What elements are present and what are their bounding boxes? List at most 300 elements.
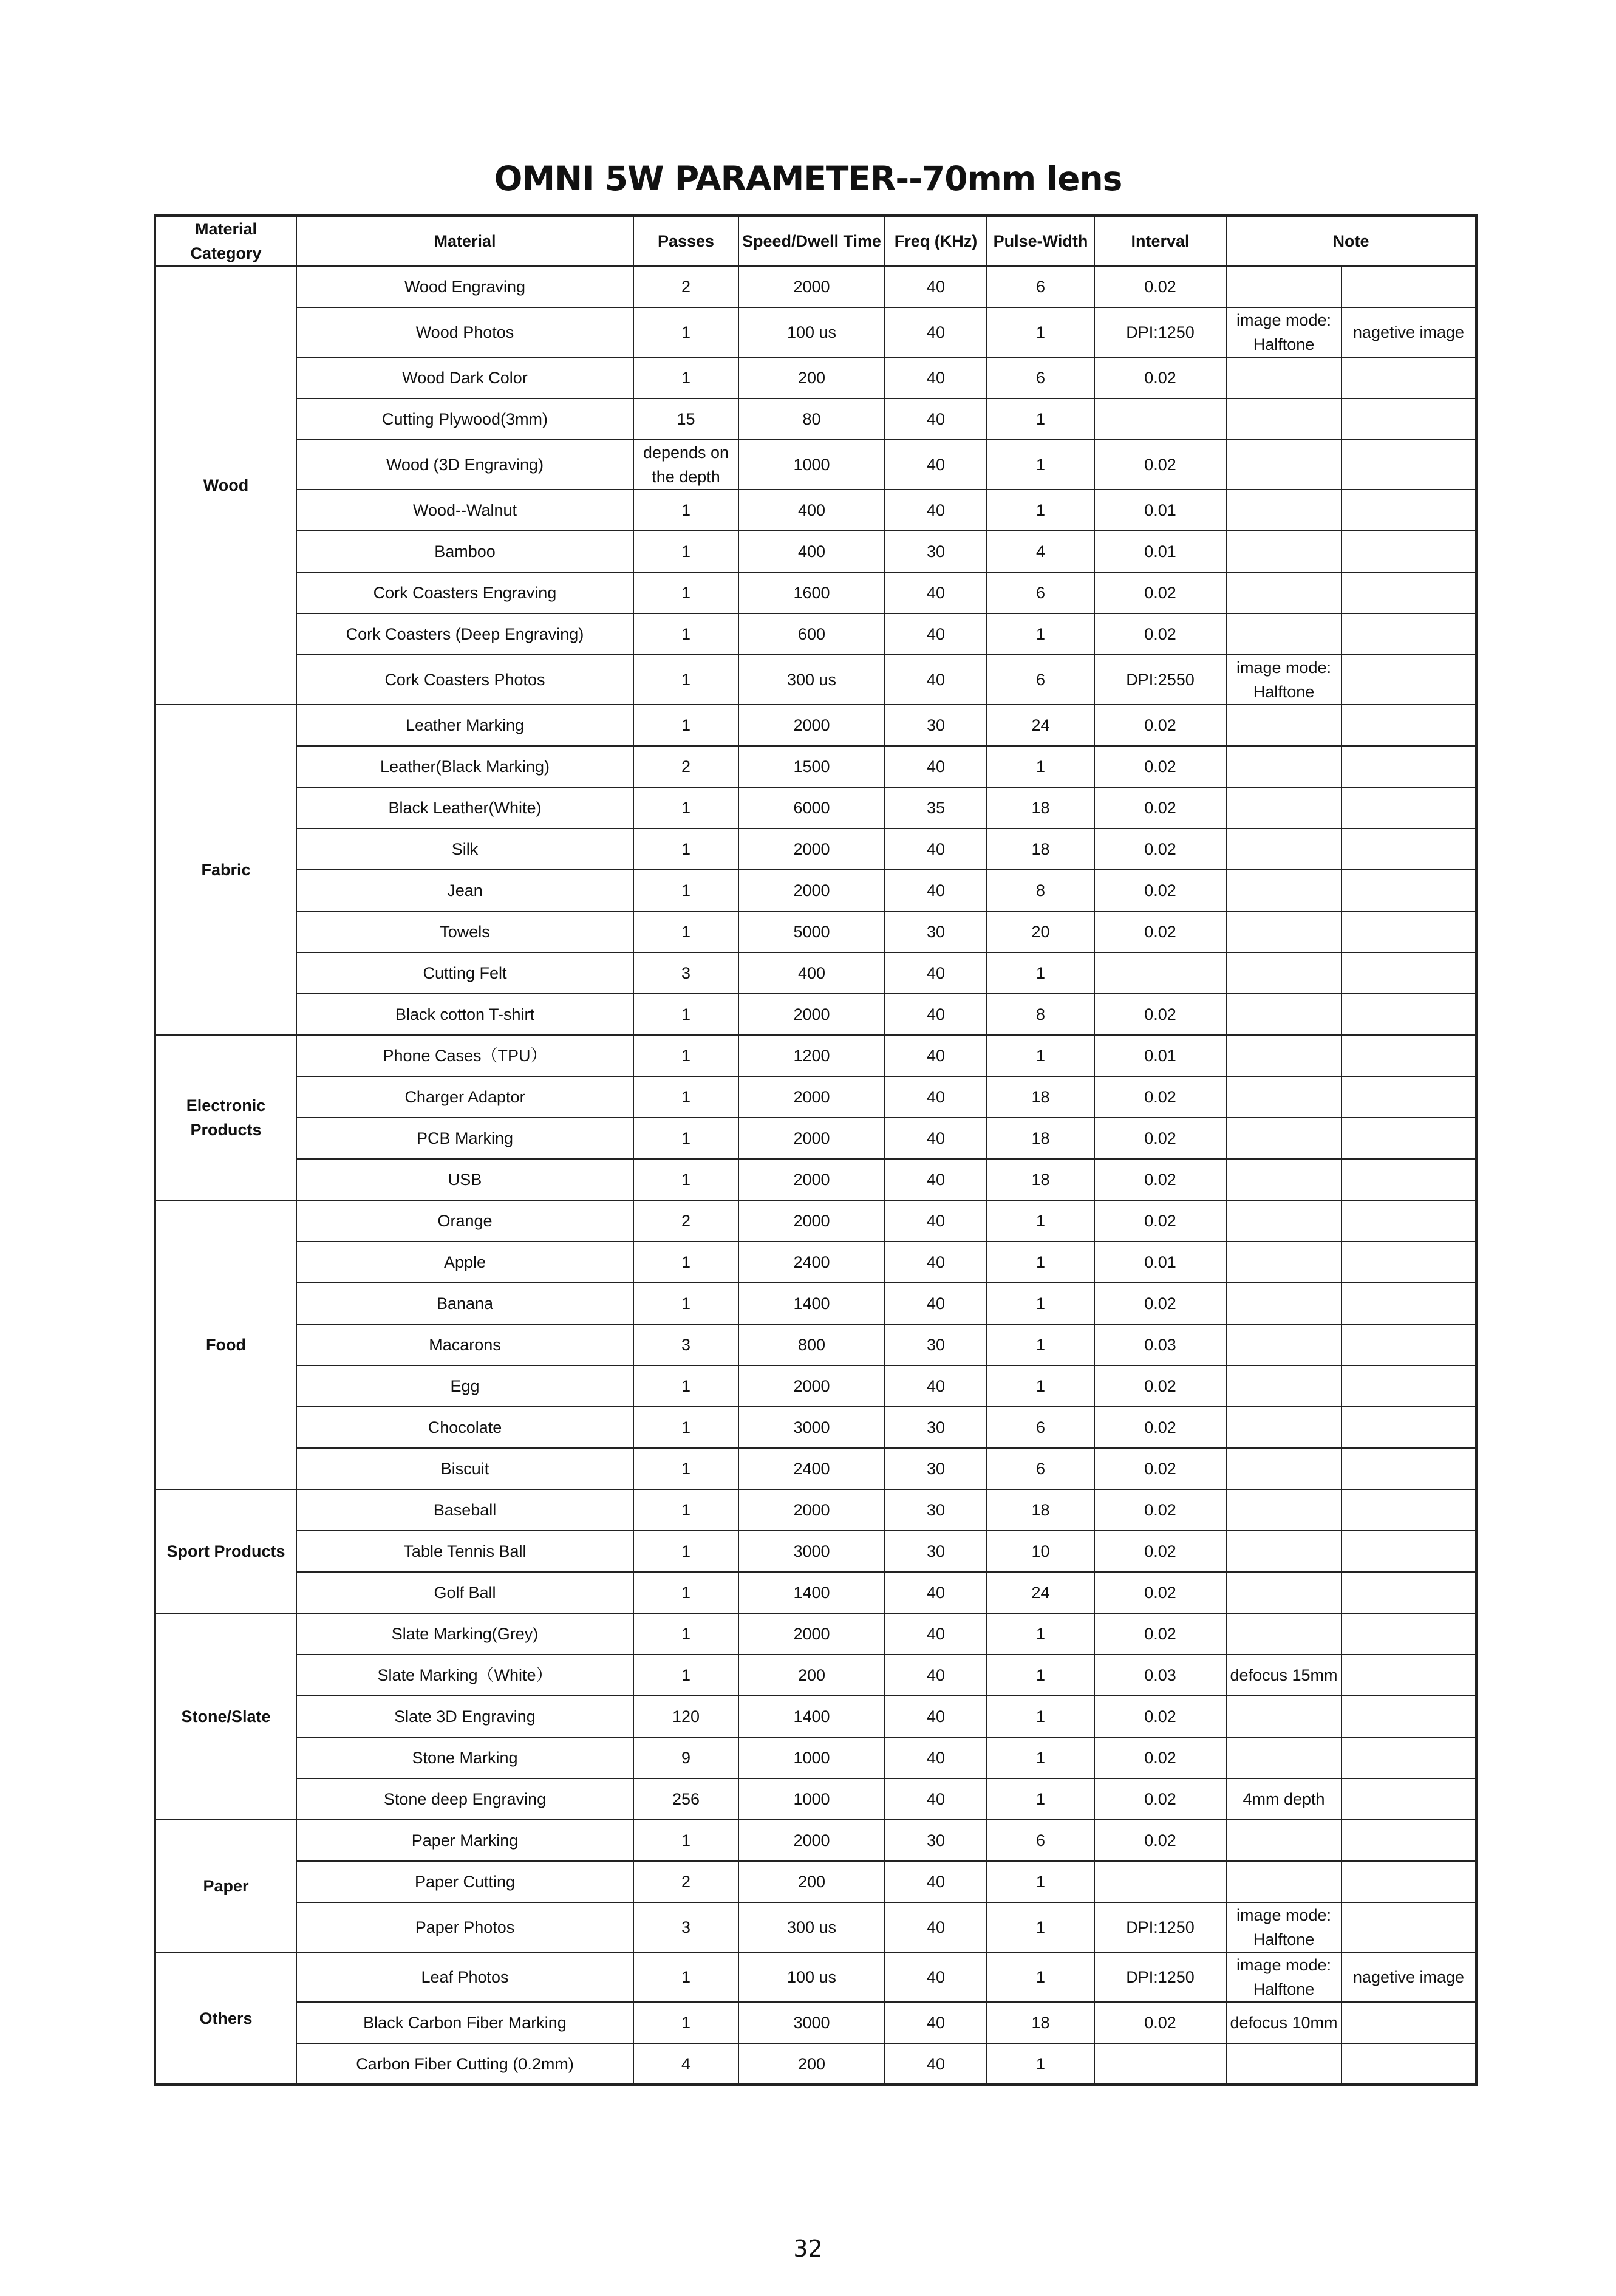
material-cell: Jean — [296, 870, 633, 911]
note-cell — [1226, 1200, 1342, 1242]
speed-cell: 400 — [738, 531, 885, 572]
pulse-width-cell: 6 — [987, 1407, 1094, 1448]
freq-cell: 30 — [885, 1820, 987, 1861]
passes-cell: 2 — [633, 1200, 738, 1242]
note-cell — [1226, 1448, 1342, 1489]
interval-cell: 0.01 — [1094, 1035, 1226, 1076]
note-cell — [1226, 994, 1342, 1035]
note-extra-cell — [1342, 440, 1476, 490]
table-row — [155, 1365, 1476, 1407]
table-row — [155, 1407, 1476, 1448]
note-cell — [1226, 911, 1342, 952]
pulse-width-cell: 24 — [987, 705, 1094, 746]
category-cell: Fabric — [155, 705, 296, 1035]
freq-cell: 30 — [885, 1489, 987, 1531]
speed-cell: 100 us — [738, 1952, 885, 2002]
table-row — [155, 1737, 1476, 1778]
interval-cell: 0.02 — [1094, 613, 1226, 655]
material-cell: Paper Cutting — [296, 1861, 633, 1902]
speed-cell: 1600 — [738, 572, 885, 613]
pulse-width-cell: 1 — [987, 1778, 1094, 1820]
pulse-width-cell: 1 — [987, 1737, 1094, 1778]
pulse-width-cell: 10 — [987, 1531, 1094, 1572]
table-row — [155, 2002, 1476, 2043]
freq-cell: 40 — [885, 440, 987, 490]
category-cell: Sport Products — [155, 1489, 296, 1613]
interval-cell: 0.02 — [1094, 572, 1226, 613]
table-row — [155, 1820, 1476, 1861]
material-cell: Leaf Photos — [296, 1952, 633, 2002]
interval-cell — [1094, 1861, 1226, 1902]
note-extra-cell — [1342, 1200, 1476, 1242]
passes-cell: 2 — [633, 266, 738, 307]
speed-cell: 1000 — [738, 1737, 885, 1778]
note-extra-cell: nagetive image — [1342, 307, 1476, 357]
passes-cell: 1 — [633, 870, 738, 911]
header-pulse-width: Pulse-Width — [987, 216, 1094, 266]
interval-cell: 0.02 — [1094, 1531, 1226, 1572]
passes-cell: 1 — [633, 1076, 738, 1118]
pulse-width-cell: 4 — [987, 531, 1094, 572]
interval-cell: 0.02 — [1094, 2002, 1226, 2043]
table-row — [155, 531, 1476, 572]
speed-cell: 2000 — [738, 829, 885, 870]
passes-cell: 1 — [633, 1242, 738, 1283]
interval-cell: DPI:1250 — [1094, 307, 1226, 357]
note-cell — [1226, 531, 1342, 572]
interval-cell: 0.02 — [1094, 911, 1226, 952]
pulse-width-cell: 18 — [987, 1489, 1094, 1531]
speed-cell: 3000 — [738, 1407, 885, 1448]
speed-cell: 600 — [738, 613, 885, 655]
material-cell: Biscuit — [296, 1448, 633, 1489]
note-extra-cell — [1342, 705, 1476, 746]
table-row — [155, 357, 1476, 398]
passes-cell: 1 — [633, 2002, 738, 2043]
note-cell — [1226, 1035, 1342, 1076]
material-cell: Cork Coasters Photos — [296, 655, 633, 705]
speed-cell: 400 — [738, 490, 885, 531]
note-cell — [1226, 2043, 1342, 2085]
material-cell: Leather Marking — [296, 705, 633, 746]
note-extra-cell — [1342, 1861, 1476, 1902]
speed-cell: 6000 — [738, 787, 885, 829]
note-cell: image mode: Halftone — [1226, 1952, 1342, 2002]
freq-cell: 40 — [885, 1572, 987, 1613]
freq-cell: 40 — [885, 1613, 987, 1655]
pulse-width-cell: 1 — [987, 1324, 1094, 1365]
speed-cell: 2000 — [738, 1159, 885, 1200]
pulse-width-cell: 6 — [987, 1448, 1094, 1489]
table-row — [155, 655, 1476, 705]
material-cell: Slate Marking（White） — [296, 1655, 633, 1696]
note-cell — [1226, 398, 1342, 440]
material-cell: Towels — [296, 911, 633, 952]
note-extra-cell — [1342, 572, 1476, 613]
note-extra-cell — [1342, 2002, 1476, 2043]
freq-cell: 40 — [885, 490, 987, 531]
passes-cell: 9 — [633, 1737, 738, 1778]
passes-cell: 1 — [633, 1448, 738, 1489]
freq-cell: 40 — [885, 1655, 987, 1696]
interval-cell: 0.02 — [1094, 440, 1226, 490]
interval-cell: 0.02 — [1094, 1448, 1226, 1489]
interval-cell: 0.02 — [1094, 1365, 1226, 1407]
note-cell: 4mm depth — [1226, 1778, 1342, 1820]
pulse-width-cell: 8 — [987, 870, 1094, 911]
table-row — [155, 1489, 1476, 1531]
pulse-width-cell: 8 — [987, 994, 1094, 1035]
table-row — [155, 490, 1476, 531]
speed-cell: 1400 — [738, 1283, 885, 1324]
freq-cell: 40 — [885, 2043, 987, 2085]
speed-cell: 1400 — [738, 1696, 885, 1737]
interval-cell: 0.01 — [1094, 1242, 1226, 1283]
freq-cell: 40 — [885, 655, 987, 705]
freq-cell: 40 — [885, 613, 987, 655]
interval-cell: 0.02 — [1094, 1159, 1226, 1200]
passes-cell: 1 — [633, 1159, 738, 1200]
table-row — [155, 307, 1476, 357]
interval-cell: 0.01 — [1094, 531, 1226, 572]
material-cell: Bamboo — [296, 531, 633, 572]
note-extra-cell — [1342, 1778, 1476, 1820]
table-row — [155, 572, 1476, 613]
interval-cell: 0.02 — [1094, 1820, 1226, 1861]
header-row — [155, 216, 1476, 266]
note-extra-cell — [1342, 746, 1476, 787]
note-extra-cell — [1342, 1159, 1476, 1200]
freq-cell: 40 — [885, 1737, 987, 1778]
interval-cell: 0.02 — [1094, 787, 1226, 829]
interval-cell: 0.02 — [1094, 705, 1226, 746]
freq-cell: 40 — [885, 1283, 987, 1324]
pulse-width-cell: 1 — [987, 307, 1094, 357]
pulse-width-cell: 18 — [987, 2002, 1094, 2043]
table-row — [155, 266, 1476, 307]
page-number: 32 — [793, 2235, 823, 2262]
freq-cell: 30 — [885, 911, 987, 952]
speed-cell: 200 — [738, 1655, 885, 1696]
table-row — [155, 952, 1476, 994]
interval-cell: 0.02 — [1094, 1696, 1226, 1737]
material-cell: Wood Engraving — [296, 266, 633, 307]
note-cell — [1226, 1283, 1342, 1324]
table-row — [155, 1118, 1476, 1159]
interval-cell: 0.02 — [1094, 1778, 1226, 1820]
header-speed: Speed/Dwell Time — [738, 216, 885, 266]
note-cell — [1226, 1076, 1342, 1118]
table-row — [155, 1035, 1476, 1076]
page-title: OMNI 5W PARAMETER--70mm lens — [494, 159, 1122, 198]
freq-cell: 40 — [885, 572, 987, 613]
speed-cell: 2000 — [738, 1118, 885, 1159]
speed-cell: 2000 — [738, 1489, 885, 1531]
interval-cell: 0.02 — [1094, 870, 1226, 911]
passes-cell: 1 — [633, 994, 738, 1035]
material-cell: Golf Ball — [296, 1572, 633, 1613]
pulse-width-cell: 1 — [987, 2043, 1094, 2085]
pulse-width-cell: 18 — [987, 1159, 1094, 1200]
pulse-width-cell: 1 — [987, 1861, 1094, 1902]
note-cell — [1226, 1572, 1342, 1613]
material-cell: Macarons — [296, 1324, 633, 1365]
speed-cell: 1000 — [738, 440, 885, 490]
passes-cell: 1 — [633, 357, 738, 398]
pulse-width-cell: 1 — [987, 1242, 1094, 1283]
pulse-width-cell: 6 — [987, 266, 1094, 307]
interval-cell: 0.02 — [1094, 1572, 1226, 1613]
material-cell: Leather(Black Marking) — [296, 746, 633, 787]
table-row — [155, 746, 1476, 787]
note-extra-cell — [1342, 1531, 1476, 1572]
speed-cell: 2400 — [738, 1242, 885, 1283]
note-cell — [1226, 1696, 1342, 1737]
note-extra-cell — [1342, 1076, 1476, 1118]
material-cell: Cutting Felt — [296, 952, 633, 994]
freq-cell: 30 — [885, 1448, 987, 1489]
passes-cell: 1 — [633, 829, 738, 870]
note-extra-cell — [1342, 1820, 1476, 1861]
note-cell: image mode: Halftone — [1226, 655, 1342, 705]
note-extra-cell — [1342, 1489, 1476, 1531]
freq-cell: 40 — [885, 829, 987, 870]
freq-cell: 30 — [885, 705, 987, 746]
pulse-width-cell: 20 — [987, 911, 1094, 952]
pulse-width-cell: 1 — [987, 746, 1094, 787]
note-extra-cell — [1342, 829, 1476, 870]
material-cell: Baseball — [296, 1489, 633, 1531]
note-cell — [1226, 1365, 1342, 1407]
table-row — [155, 705, 1476, 746]
note-extra-cell — [1342, 1324, 1476, 1365]
note-cell — [1226, 266, 1342, 307]
pulse-width-cell: 18 — [987, 1118, 1094, 1159]
passes-cell: 1 — [633, 531, 738, 572]
category-cell: Food — [155, 1200, 296, 1489]
pulse-width-cell: 1 — [987, 1035, 1094, 1076]
freq-cell: 40 — [885, 357, 987, 398]
header-passes: Passes — [633, 216, 738, 266]
passes-cell: 1 — [633, 1531, 738, 1572]
passes-cell: 3 — [633, 1902, 738, 1952]
note-extra-cell — [1342, 613, 1476, 655]
speed-cell: 5000 — [738, 911, 885, 952]
interval-cell: DPI:1250 — [1094, 1902, 1226, 1952]
interval-cell: 0.02 — [1094, 357, 1226, 398]
pulse-width-cell: 1 — [987, 952, 1094, 994]
speed-cell: 400 — [738, 952, 885, 994]
table-row — [155, 440, 1476, 490]
freq-cell: 40 — [885, 1242, 987, 1283]
table-row — [155, 1613, 1476, 1655]
passes-cell: 1 — [633, 787, 738, 829]
interval-cell: 0.03 — [1094, 1324, 1226, 1365]
pulse-width-cell: 18 — [987, 1076, 1094, 1118]
passes-cell: 4 — [633, 2043, 738, 2085]
note-extra-cell — [1342, 1283, 1476, 1324]
material-cell: Silk — [296, 829, 633, 870]
note-extra-cell — [1342, 1242, 1476, 1283]
material-cell: Black cotton T-shirt — [296, 994, 633, 1035]
note-extra-cell — [1342, 266, 1476, 307]
header-note: Note — [1226, 216, 1476, 266]
note-cell — [1226, 705, 1342, 746]
note-cell — [1226, 1159, 1342, 1200]
note-cell — [1226, 1737, 1342, 1778]
passes-cell: 1 — [633, 911, 738, 952]
material-cell: Slate Marking(Grey) — [296, 1613, 633, 1655]
note-extra-cell — [1342, 1118, 1476, 1159]
speed-cell: 1200 — [738, 1035, 885, 1076]
speed-cell: 2000 — [738, 1076, 885, 1118]
material-cell: Wood Photos — [296, 307, 633, 357]
freq-cell: 40 — [885, 1952, 987, 2002]
passes-cell: 15 — [633, 398, 738, 440]
material-cell: Apple — [296, 1242, 633, 1283]
freq-cell: 40 — [885, 266, 987, 307]
table-row — [155, 1696, 1476, 1737]
pulse-width-cell: 6 — [987, 572, 1094, 613]
header-freq: Freq (KHz) — [885, 216, 987, 266]
passes-cell: 1 — [633, 1118, 738, 1159]
note-cell — [1226, 1242, 1342, 1283]
material-cell: Stone deep Engraving — [296, 1778, 633, 1820]
note-extra-cell — [1342, 1407, 1476, 1448]
interval-cell: 0.02 — [1094, 1407, 1226, 1448]
speed-cell: 1500 — [738, 746, 885, 787]
material-cell: USB — [296, 1159, 633, 1200]
freq-cell: 40 — [885, 1200, 987, 1242]
freq-cell: 40 — [885, 1159, 987, 1200]
material-cell: Black Leather(White) — [296, 787, 633, 829]
freq-cell: 30 — [885, 1324, 987, 1365]
freq-cell: 40 — [885, 398, 987, 440]
note-extra-cell — [1342, 787, 1476, 829]
note-cell — [1226, 1324, 1342, 1365]
pulse-width-cell: 1 — [987, 398, 1094, 440]
speed-cell: 2000 — [738, 705, 885, 746]
interval-cell: 0.02 — [1094, 1283, 1226, 1324]
note-extra-cell — [1342, 357, 1476, 398]
note-cell — [1226, 1820, 1342, 1861]
interval-cell — [1094, 952, 1226, 994]
speed-cell: 2000 — [738, 994, 885, 1035]
pulse-width-cell: 1 — [987, 490, 1094, 531]
passes-cell: 2 — [633, 746, 738, 787]
material-cell: Wood (3D Engraving) — [296, 440, 633, 490]
table-row — [155, 1324, 1476, 1365]
pulse-width-cell: 1 — [987, 1952, 1094, 2002]
header-material: Material — [296, 216, 633, 266]
passes-cell: 1 — [633, 490, 738, 531]
note-extra-cell — [1342, 1696, 1476, 1737]
interval-cell: 0.02 — [1094, 1489, 1226, 1531]
note-extra-cell — [1342, 1902, 1476, 1952]
passes-cell: 1 — [633, 1283, 738, 1324]
interval-cell: 0.02 — [1094, 1076, 1226, 1118]
pulse-width-cell: 18 — [987, 829, 1094, 870]
material-cell: Cutting Plywood(3mm) — [296, 398, 633, 440]
material-cell: Charger Adaptor — [296, 1076, 633, 1118]
freq-cell: 40 — [885, 870, 987, 911]
category-cell: Paper — [155, 1820, 296, 1952]
pulse-width-cell: 1 — [987, 1365, 1094, 1407]
freq-cell: 40 — [885, 2002, 987, 2043]
table-row — [155, 1655, 1476, 1696]
material-cell: PCB Marking — [296, 1118, 633, 1159]
interval-cell: DPI:1250 — [1094, 1952, 1226, 2002]
passes-cell: depends on the depth — [633, 440, 738, 490]
category-cell: Electronic Products — [155, 1035, 296, 1200]
pulse-width-cell: 1 — [987, 1696, 1094, 1737]
note-cell — [1226, 1118, 1342, 1159]
table-row — [155, 1242, 1476, 1283]
material-cell: Table Tennis Ball — [296, 1531, 633, 1572]
note-extra-cell — [1342, 398, 1476, 440]
passes-cell: 1 — [633, 307, 738, 357]
speed-cell: 300 us — [738, 1902, 885, 1952]
pulse-width-cell: 18 — [987, 787, 1094, 829]
note-cell — [1226, 572, 1342, 613]
freq-cell: 40 — [885, 746, 987, 787]
passes-cell: 1 — [633, 1407, 738, 1448]
speed-cell: 2000 — [738, 1613, 885, 1655]
category-cell: Stone/Slate — [155, 1613, 296, 1820]
interval-cell: 0.02 — [1094, 1200, 1226, 1242]
material-cell: Chocolate — [296, 1407, 633, 1448]
table-row — [155, 1076, 1476, 1118]
speed-cell: 2000 — [738, 870, 885, 911]
interval-cell: 0.02 — [1094, 266, 1226, 307]
note-extra-cell — [1342, 490, 1476, 531]
note-cell — [1226, 952, 1342, 994]
speed-cell: 1000 — [738, 1778, 885, 1820]
note-cell — [1226, 1861, 1342, 1902]
freq-cell: 40 — [885, 1902, 987, 1952]
material-cell: Wood Dark Color — [296, 357, 633, 398]
table-row — [155, 829, 1476, 870]
note-cell — [1226, 1407, 1342, 1448]
freq-cell: 30 — [885, 531, 987, 572]
pulse-width-cell: 1 — [987, 613, 1094, 655]
freq-cell: 40 — [885, 1118, 987, 1159]
speed-cell: 200 — [738, 2043, 885, 2085]
speed-cell: 2400 — [738, 1448, 885, 1489]
table-body — [155, 266, 1476, 2085]
note-cell — [1226, 1531, 1342, 1572]
header-category: Material Category — [155, 216, 296, 266]
note-cell — [1226, 1613, 1342, 1655]
passes-cell: 1 — [633, 1489, 738, 1531]
passes-cell: 1 — [633, 572, 738, 613]
freq-cell: 30 — [885, 1407, 987, 1448]
interval-cell: 0.02 — [1094, 746, 1226, 787]
passes-cell: 120 — [633, 1696, 738, 1737]
note-extra-cell — [1342, 1035, 1476, 1076]
freq-cell: 30 — [885, 1531, 987, 1572]
note-cell — [1226, 870, 1342, 911]
material-cell: Cork Coasters Engraving — [296, 572, 633, 613]
material-cell: Orange — [296, 1200, 633, 1242]
note-extra-cell: nagetive image — [1342, 1952, 1476, 2002]
material-cell: Paper Marking — [296, 1820, 633, 1861]
table-row — [155, 613, 1476, 655]
freq-cell: 40 — [885, 307, 987, 357]
pulse-width-cell: 6 — [987, 1820, 1094, 1861]
passes-cell: 1 — [633, 1820, 738, 1861]
table-row — [155, 911, 1476, 952]
